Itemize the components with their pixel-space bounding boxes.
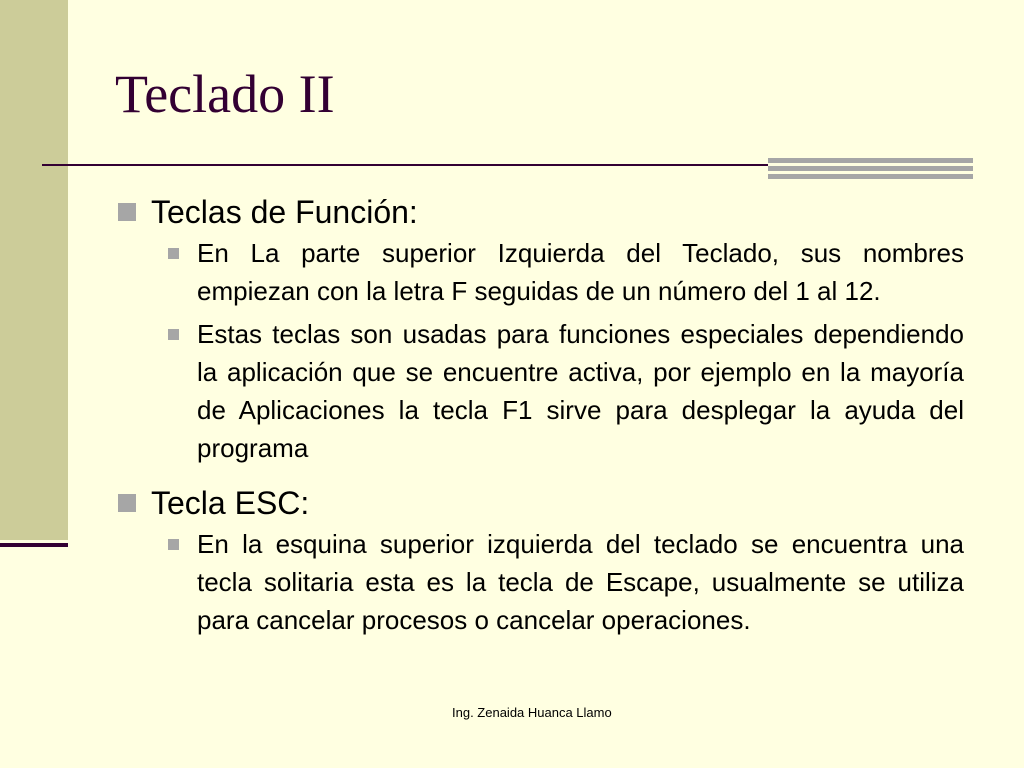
slide-content	[118, 190, 964, 639]
accent-bars	[768, 158, 973, 179]
bullet-text: En La parte superior Izquierda del Teclado, sus nombres empiezan con la letra F seguidas de un número del 1 al 12.	[197, 238, 964, 306]
left-decorative-rule	[0, 543, 68, 547]
title-underline-rule	[42, 164, 768, 166]
left-decorative-band	[0, 0, 68, 540]
bullet-heading: Teclas de Función:	[151, 194, 418, 230]
accent-bar	[768, 166, 973, 171]
square-bullet-icon	[168, 329, 179, 340]
bullet-text: Estas teclas son usadas para funciones especiales dependiendo la aplicación que se encuentre activa, por ejemplo en la mayoría de Aplicaciones la tecla F1 sirve para desplegar la ayuda del programa	[197, 319, 964, 463]
square-bullet-icon	[168, 248, 179, 259]
bullet-group-teclas-funcion	[118, 190, 964, 467]
footer-author: Ing. Zenaida Huanca Llamo	[452, 705, 612, 720]
accent-bar	[768, 174, 973, 179]
square-bullet-icon	[118, 494, 136, 512]
square-bullet-icon	[168, 539, 179, 550]
bullet-text: En la esquina superior izquierda del teclado se encuentra una tecla solitaria esta es la tecla de Escape, usualmente se utiliza para cancelar procesos o cancelar operaciones.	[197, 529, 964, 635]
level1-bullet	[118, 481, 964, 525]
level1-bullet	[118, 190, 964, 234]
slide-title: Teclado II	[115, 64, 335, 124]
bullet-group-tecla-esc	[118, 481, 964, 639]
accent-bar	[768, 158, 973, 163]
square-bullet-icon	[118, 203, 136, 221]
bullet-heading: Tecla ESC:	[151, 485, 310, 521]
level2-bullet	[168, 315, 964, 467]
level2-bullet	[168, 234, 964, 310]
level2-bullet	[168, 525, 964, 639]
